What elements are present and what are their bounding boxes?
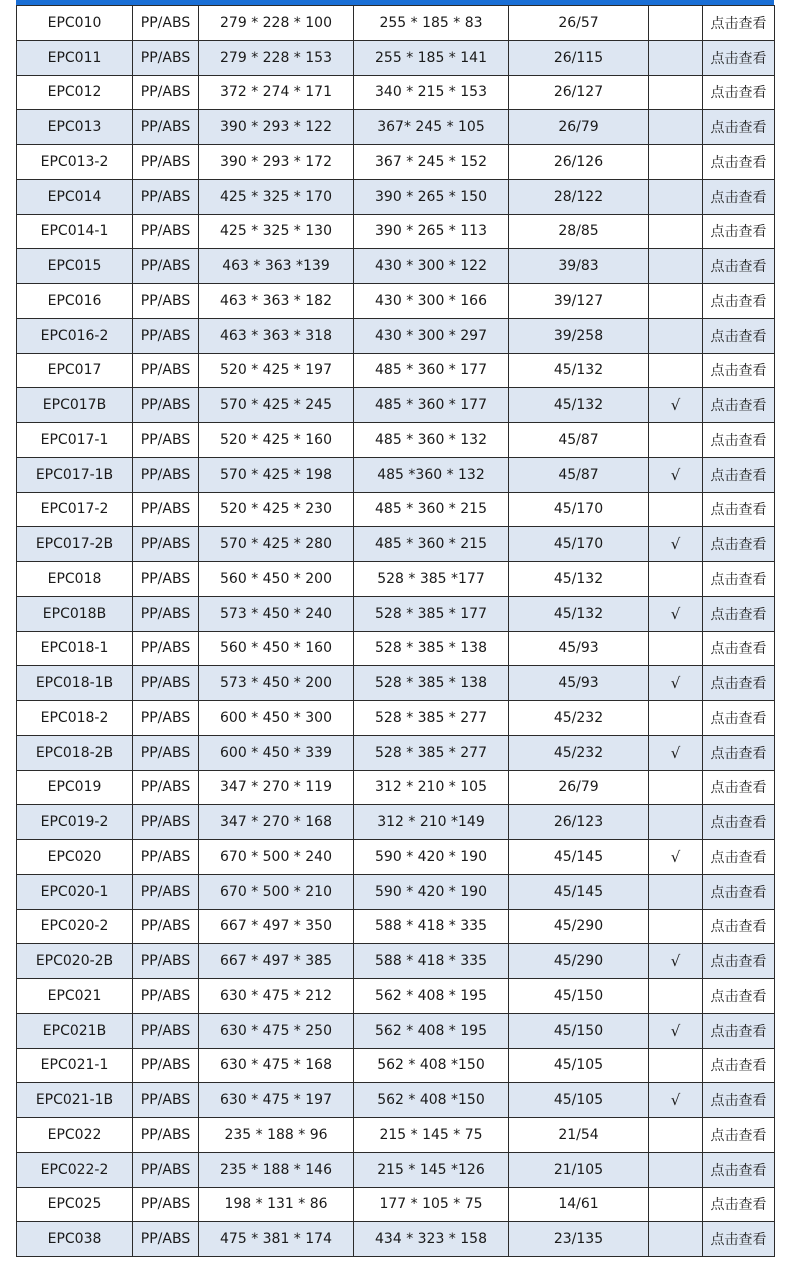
table-row xyxy=(17,249,775,284)
outer-size-cell: 390 * 293 * 172 xyxy=(199,145,354,180)
inner-size-cell: 588 * 418 * 335 xyxy=(354,909,509,944)
inner-size-cell: 485 *360 * 132 xyxy=(354,457,509,492)
check-cell xyxy=(649,110,703,145)
model-cell: EPC018B xyxy=(17,596,133,631)
check-cell xyxy=(649,249,703,284)
material-cell: PP/ABS xyxy=(133,457,199,492)
model-cell: EPC021B xyxy=(17,1013,133,1048)
view-link-cell[interactable]: 点击查看 xyxy=(703,1118,775,1153)
weight-cell: 45/170 xyxy=(509,527,649,562)
check-cell xyxy=(649,284,703,319)
view-link-cell[interactable]: 点击查看 xyxy=(703,770,775,805)
check-cell xyxy=(649,179,703,214)
model-cell: EPC020-2 xyxy=(17,909,133,944)
model-cell: EPC018 xyxy=(17,562,133,597)
model-cell: EPC010 xyxy=(17,6,133,41)
inner-size-cell: 430 * 300 * 297 xyxy=(354,318,509,353)
weight-cell: 14/61 xyxy=(509,1187,649,1222)
table-row xyxy=(17,840,775,875)
table-row xyxy=(17,1083,775,1118)
model-cell: EPC021 xyxy=(17,979,133,1014)
material-cell: PP/ABS xyxy=(133,701,199,736)
table-row xyxy=(17,527,775,562)
check-cell xyxy=(649,75,703,110)
weight-cell: 45/170 xyxy=(509,492,649,527)
material-cell: PP/ABS xyxy=(133,492,199,527)
table-row xyxy=(17,179,775,214)
view-link-cell[interactable]: 点击查看 xyxy=(703,666,775,701)
view-link-cell[interactable]: 点击查看 xyxy=(703,423,775,458)
check-cell xyxy=(649,805,703,840)
inner-size-cell: 528 * 385 * 138 xyxy=(354,631,509,666)
inner-size-cell: 340 * 215 * 153 xyxy=(354,75,509,110)
inner-size-cell: 312 * 210 *149 xyxy=(354,805,509,840)
weight-cell: 28/122 xyxy=(509,179,649,214)
outer-size-cell: 667 * 497 * 385 xyxy=(199,944,354,979)
view-link-cell[interactable]: 点击查看 xyxy=(703,805,775,840)
material-cell: PP/ABS xyxy=(133,770,199,805)
view-link-cell[interactable]: 点击查看 xyxy=(703,145,775,180)
check-cell: √ xyxy=(649,840,703,875)
check-cell xyxy=(649,353,703,388)
model-cell: EPC016-2 xyxy=(17,318,133,353)
model-cell: EPC017-1B xyxy=(17,457,133,492)
table-row xyxy=(17,909,775,944)
view-link-cell[interactable]: 点击查看 xyxy=(703,284,775,319)
material-cell: PP/ABS xyxy=(133,75,199,110)
inner-size-cell: 528 * 385 * 177 xyxy=(354,596,509,631)
view-link-cell[interactable]: 点击查看 xyxy=(703,527,775,562)
inner-size-cell: 215 * 145 * 75 xyxy=(354,1118,509,1153)
weight-cell: 21/54 xyxy=(509,1118,649,1153)
check-cell: √ xyxy=(649,1013,703,1048)
weight-cell: 39/127 xyxy=(509,284,649,319)
outer-size-cell: 573 * 450 * 240 xyxy=(199,596,354,631)
weight-cell: 45/145 xyxy=(509,874,649,909)
table-row xyxy=(17,40,775,75)
outer-size-cell: 425 * 325 * 130 xyxy=(199,214,354,249)
inner-size-cell: 562 * 408 *150 xyxy=(354,1048,509,1083)
material-cell: PP/ABS xyxy=(133,527,199,562)
weight-cell: 45/93 xyxy=(509,631,649,666)
model-cell: EPC016 xyxy=(17,284,133,319)
inner-size-cell: 590 * 420 * 190 xyxy=(354,840,509,875)
outer-size-cell: 425 * 325 * 170 xyxy=(199,179,354,214)
weight-cell: 26/115 xyxy=(509,40,649,75)
weight-cell: 26/57 xyxy=(509,6,649,41)
view-link-cell[interactable]: 点击查看 xyxy=(703,179,775,214)
weight-cell: 45/132 xyxy=(509,562,649,597)
check-cell xyxy=(649,318,703,353)
table-row xyxy=(17,874,775,909)
check-cell xyxy=(649,6,703,41)
material-cell: PP/ABS xyxy=(133,388,199,423)
outer-size-cell: 560 * 450 * 200 xyxy=(199,562,354,597)
weight-cell: 45/150 xyxy=(509,979,649,1014)
table-row xyxy=(17,75,775,110)
outer-size-cell: 573 * 450 * 200 xyxy=(199,666,354,701)
weight-cell: 45/93 xyxy=(509,666,649,701)
model-cell: EPC013-2 xyxy=(17,145,133,180)
model-cell: EPC019-2 xyxy=(17,805,133,840)
inner-size-cell: 312 * 210 * 105 xyxy=(354,770,509,805)
weight-cell: 45/132 xyxy=(509,596,649,631)
inner-size-cell: 528 * 385 * 138 xyxy=(354,666,509,701)
inner-size-cell: 367 * 245 * 152 xyxy=(354,145,509,180)
table-row xyxy=(17,214,775,249)
table-row xyxy=(17,631,775,666)
table-row xyxy=(17,492,775,527)
material-cell: PP/ABS xyxy=(133,1222,199,1257)
inner-size-cell: 390 * 265 * 150 xyxy=(354,179,509,214)
model-cell: EPC021-1B xyxy=(17,1083,133,1118)
table-row xyxy=(17,1048,775,1083)
view-link-cell[interactable]: 点击查看 xyxy=(703,1013,775,1048)
weight-cell: 45/132 xyxy=(509,388,649,423)
material-cell: PP/ABS xyxy=(133,145,199,180)
model-cell: EPC017B xyxy=(17,388,133,423)
table-row xyxy=(17,805,775,840)
weight-cell: 45/105 xyxy=(509,1083,649,1118)
check-cell: √ xyxy=(649,735,703,770)
check-cell xyxy=(649,214,703,249)
inner-size-cell: 485 * 360 * 215 xyxy=(354,492,509,527)
material-cell: PP/ABS xyxy=(133,110,199,145)
check-cell: √ xyxy=(649,1083,703,1118)
model-cell: EPC022-2 xyxy=(17,1152,133,1187)
view-link-cell[interactable]: 点击查看 xyxy=(703,979,775,1014)
inner-size-cell: 215 * 145 *126 xyxy=(354,1152,509,1187)
weight-cell: 28/85 xyxy=(509,214,649,249)
view-link-cell[interactable]: 点击查看 xyxy=(703,909,775,944)
table-row xyxy=(17,666,775,701)
outer-size-cell: 463 * 363 * 318 xyxy=(199,318,354,353)
check-cell xyxy=(649,631,703,666)
material-cell: PP/ABS xyxy=(133,353,199,388)
check-cell xyxy=(649,492,703,527)
weight-cell: 39/258 xyxy=(509,318,649,353)
weight-cell: 23/135 xyxy=(509,1222,649,1257)
material-cell: PP/ABS xyxy=(133,979,199,1014)
check-cell xyxy=(649,423,703,458)
material-cell: PP/ABS xyxy=(133,40,199,75)
material-cell: PP/ABS xyxy=(133,6,199,41)
product-table-container xyxy=(16,5,774,1257)
model-cell: EPC021-1 xyxy=(17,1048,133,1083)
model-cell: EPC013 xyxy=(17,110,133,145)
table-body xyxy=(17,6,775,1257)
check-cell xyxy=(649,562,703,597)
weight-cell: 45/290 xyxy=(509,909,649,944)
material-cell: PP/ABS xyxy=(133,214,199,249)
check-cell xyxy=(649,145,703,180)
table-row xyxy=(17,388,775,423)
material-cell: PP/ABS xyxy=(133,1118,199,1153)
material-cell: PP/ABS xyxy=(133,909,199,944)
table-row xyxy=(17,318,775,353)
product-spec-table xyxy=(16,5,775,1257)
view-link-cell[interactable]: 点击查看 xyxy=(703,1222,775,1257)
view-link-cell[interactable]: 点击查看 xyxy=(703,1152,775,1187)
table-row xyxy=(17,596,775,631)
inner-size-cell: 528 * 385 * 277 xyxy=(354,701,509,736)
inner-size-cell: 562 * 408 *150 xyxy=(354,1083,509,1118)
check-cell: √ xyxy=(649,527,703,562)
material-cell: PP/ABS xyxy=(133,562,199,597)
view-link-cell[interactable]: 点击查看 xyxy=(703,1083,775,1118)
view-link-cell[interactable]: 点击查看 xyxy=(703,492,775,527)
inner-size-cell: 485 * 360 * 215 xyxy=(354,527,509,562)
outer-size-cell: 390 * 293 * 122 xyxy=(199,110,354,145)
outer-size-cell: 670 * 500 * 210 xyxy=(199,874,354,909)
outer-size-cell: 347 * 270 * 119 xyxy=(199,770,354,805)
model-cell: EPC019 xyxy=(17,770,133,805)
check-cell: √ xyxy=(649,388,703,423)
check-cell xyxy=(649,1152,703,1187)
outer-size-cell: 235 * 188 * 96 xyxy=(199,1118,354,1153)
view-link-cell[interactable]: 点击查看 xyxy=(703,353,775,388)
check-cell xyxy=(649,701,703,736)
inner-size-cell: 528 * 385 *177 xyxy=(354,562,509,597)
outer-size-cell: 570 * 425 * 245 xyxy=(199,388,354,423)
model-cell: EPC018-2 xyxy=(17,701,133,736)
view-link-cell[interactable]: 点击查看 xyxy=(703,562,775,597)
view-link-cell[interactable]: 点击查看 xyxy=(703,110,775,145)
table-row xyxy=(17,1222,775,1257)
table-row xyxy=(17,1152,775,1187)
model-cell: EPC020-1 xyxy=(17,874,133,909)
outer-size-cell: 570 * 425 * 198 xyxy=(199,457,354,492)
view-link-cell[interactable]: 点击查看 xyxy=(703,457,775,492)
weight-cell: 45/105 xyxy=(509,1048,649,1083)
inner-size-cell: 485 * 360 * 177 xyxy=(354,353,509,388)
view-link-cell[interactable]: 点击查看 xyxy=(703,735,775,770)
model-cell: EPC018-1B xyxy=(17,666,133,701)
check-cell xyxy=(649,1187,703,1222)
inner-size-cell: 255 * 185 * 83 xyxy=(354,6,509,41)
material-cell: PP/ABS xyxy=(133,423,199,458)
model-cell: EPC012 xyxy=(17,75,133,110)
view-link-cell[interactable]: 点击查看 xyxy=(703,944,775,979)
check-cell: √ xyxy=(649,944,703,979)
inner-size-cell: 485 * 360 * 177 xyxy=(354,388,509,423)
table-row xyxy=(17,284,775,319)
view-link-cell[interactable]: 点击查看 xyxy=(703,318,775,353)
outer-size-cell: 279 * 228 * 153 xyxy=(199,40,354,75)
inner-size-cell: 528 * 385 * 277 xyxy=(354,735,509,770)
table-row xyxy=(17,735,775,770)
weight-cell: 45/232 xyxy=(509,701,649,736)
table-row xyxy=(17,6,775,41)
weight-cell: 26/79 xyxy=(509,110,649,145)
outer-size-cell: 235 * 188 * 146 xyxy=(199,1152,354,1187)
table-row xyxy=(17,1118,775,1153)
table-row xyxy=(17,110,775,145)
outer-size-cell: 347 * 270 * 168 xyxy=(199,805,354,840)
outer-size-cell: 279 * 228 * 100 xyxy=(199,6,354,41)
model-cell: EPC017-1 xyxy=(17,423,133,458)
check-cell xyxy=(649,770,703,805)
model-cell: EPC017-2 xyxy=(17,492,133,527)
material-cell: PP/ABS xyxy=(133,874,199,909)
inner-size-cell: 390 * 265 * 113 xyxy=(354,214,509,249)
inner-size-cell: 434 * 323 * 158 xyxy=(354,1222,509,1257)
outer-size-cell: 520 * 425 * 197 xyxy=(199,353,354,388)
model-cell: EPC011 xyxy=(17,40,133,75)
material-cell: PP/ABS xyxy=(133,840,199,875)
table-row xyxy=(17,944,775,979)
table-row xyxy=(17,1187,775,1222)
check-cell: √ xyxy=(649,666,703,701)
outer-size-cell: 570 * 425 * 280 xyxy=(199,527,354,562)
weight-cell: 26/79 xyxy=(509,770,649,805)
outer-size-cell: 520 * 425 * 160 xyxy=(199,423,354,458)
view-link-cell[interactable]: 点击查看 xyxy=(703,701,775,736)
view-link-cell[interactable]: 点击查看 xyxy=(703,840,775,875)
model-cell: EPC014-1 xyxy=(17,214,133,249)
outer-size-cell: 667 * 497 * 350 xyxy=(199,909,354,944)
inner-size-cell: 588 * 418 * 335 xyxy=(354,944,509,979)
view-link-cell[interactable]: 点击查看 xyxy=(703,6,775,41)
material-cell: PP/ABS xyxy=(133,1013,199,1048)
check-cell xyxy=(649,1118,703,1153)
material-cell: PP/ABS xyxy=(133,631,199,666)
check-cell xyxy=(649,874,703,909)
material-cell: PP/ABS xyxy=(133,318,199,353)
model-cell: EPC020-2B xyxy=(17,944,133,979)
weight-cell: 45/290 xyxy=(509,944,649,979)
inner-size-cell: 485 * 360 * 132 xyxy=(354,423,509,458)
table-row xyxy=(17,353,775,388)
inner-size-cell: 590 * 420 * 190 xyxy=(354,874,509,909)
weight-cell: 26/123 xyxy=(509,805,649,840)
view-link-cell[interactable]: 点击查看 xyxy=(703,75,775,110)
table-row xyxy=(17,562,775,597)
material-cell: PP/ABS xyxy=(133,805,199,840)
weight-cell: 21/105 xyxy=(509,1152,649,1187)
inner-size-cell: 255 * 185 * 141 xyxy=(354,40,509,75)
material-cell: PP/ABS xyxy=(133,1083,199,1118)
inner-size-cell: 430 * 300 * 122 xyxy=(354,249,509,284)
outer-size-cell: 463 * 363 *139 xyxy=(199,249,354,284)
table-row xyxy=(17,770,775,805)
check-cell xyxy=(649,1048,703,1083)
model-cell: EPC020 xyxy=(17,840,133,875)
model-cell: EPC014 xyxy=(17,179,133,214)
view-link-cell[interactable]: 点击查看 xyxy=(703,40,775,75)
view-link-cell[interactable]: 点击查看 xyxy=(703,1187,775,1222)
model-cell: EPC038 xyxy=(17,1222,133,1257)
outer-size-cell: 630 * 475 * 212 xyxy=(199,979,354,1014)
material-cell: PP/ABS xyxy=(133,666,199,701)
model-cell: EPC018-1 xyxy=(17,631,133,666)
view-link-cell[interactable]: 点击查看 xyxy=(703,596,775,631)
model-cell: EPC018-2B xyxy=(17,735,133,770)
inner-size-cell: 430 * 300 * 166 xyxy=(354,284,509,319)
table-row xyxy=(17,1013,775,1048)
outer-size-cell: 600 * 450 * 300 xyxy=(199,701,354,736)
model-cell: EPC022 xyxy=(17,1118,133,1153)
material-cell: PP/ABS xyxy=(133,179,199,214)
inner-size-cell: 367* 245 * 105 xyxy=(354,110,509,145)
outer-size-cell: 463 * 363 * 182 xyxy=(199,284,354,319)
check-cell: √ xyxy=(649,457,703,492)
weight-cell: 26/127 xyxy=(509,75,649,110)
check-cell: √ xyxy=(649,596,703,631)
inner-size-cell: 562 * 408 * 195 xyxy=(354,1013,509,1048)
outer-size-cell: 600 * 450 * 339 xyxy=(199,735,354,770)
outer-size-cell: 560 * 450 * 160 xyxy=(199,631,354,666)
outer-size-cell: 475 * 381 * 174 xyxy=(199,1222,354,1257)
table-row xyxy=(17,979,775,1014)
view-link-cell[interactable]: 点击查看 xyxy=(703,249,775,284)
table-row xyxy=(17,423,775,458)
view-link-cell[interactable]: 点击查看 xyxy=(703,214,775,249)
model-cell: EPC025 xyxy=(17,1187,133,1222)
inner-size-cell: 177 * 105 * 75 xyxy=(354,1187,509,1222)
table-row xyxy=(17,457,775,492)
check-cell xyxy=(649,1222,703,1257)
material-cell: PP/ABS xyxy=(133,1048,199,1083)
outer-size-cell: 670 * 500 * 240 xyxy=(199,840,354,875)
check-cell xyxy=(649,40,703,75)
weight-cell: 45/87 xyxy=(509,423,649,458)
material-cell: PP/ABS xyxy=(133,944,199,979)
weight-cell: 39/83 xyxy=(509,249,649,284)
view-link-cell[interactable]: 点击查看 xyxy=(703,1048,775,1083)
outer-size-cell: 630 * 475 * 250 xyxy=(199,1013,354,1048)
model-cell: EPC015 xyxy=(17,249,133,284)
weight-cell: 45/150 xyxy=(509,1013,649,1048)
table-row xyxy=(17,145,775,180)
view-link-cell[interactable]: 点击查看 xyxy=(703,874,775,909)
weight-cell: 26/126 xyxy=(509,145,649,180)
outer-size-cell: 630 * 475 * 197 xyxy=(199,1083,354,1118)
material-cell: PP/ABS xyxy=(133,596,199,631)
material-cell: PP/ABS xyxy=(133,284,199,319)
outer-size-cell: 520 * 425 * 230 xyxy=(199,492,354,527)
inner-size-cell: 562 * 408 * 195 xyxy=(354,979,509,1014)
weight-cell: 45/145 xyxy=(509,840,649,875)
view-link-cell[interactable]: 点击查看 xyxy=(703,631,775,666)
material-cell: PP/ABS xyxy=(133,249,199,284)
check-cell xyxy=(649,909,703,944)
material-cell: PP/ABS xyxy=(133,735,199,770)
material-cell: PP/ABS xyxy=(133,1187,199,1222)
weight-cell: 45/232 xyxy=(509,735,649,770)
weight-cell: 45/132 xyxy=(509,353,649,388)
model-cell: EPC017 xyxy=(17,353,133,388)
outer-size-cell: 372 * 274 * 171 xyxy=(199,75,354,110)
outer-size-cell: 630 * 475 * 168 xyxy=(199,1048,354,1083)
view-link-cell[interactable]: 点击查看 xyxy=(703,388,775,423)
outer-size-cell: 198 * 131 * 86 xyxy=(199,1187,354,1222)
model-cell: EPC017-2B xyxy=(17,527,133,562)
material-cell: PP/ABS xyxy=(133,1152,199,1187)
check-cell xyxy=(649,979,703,1014)
table-row xyxy=(17,701,775,736)
weight-cell: 45/87 xyxy=(509,457,649,492)
